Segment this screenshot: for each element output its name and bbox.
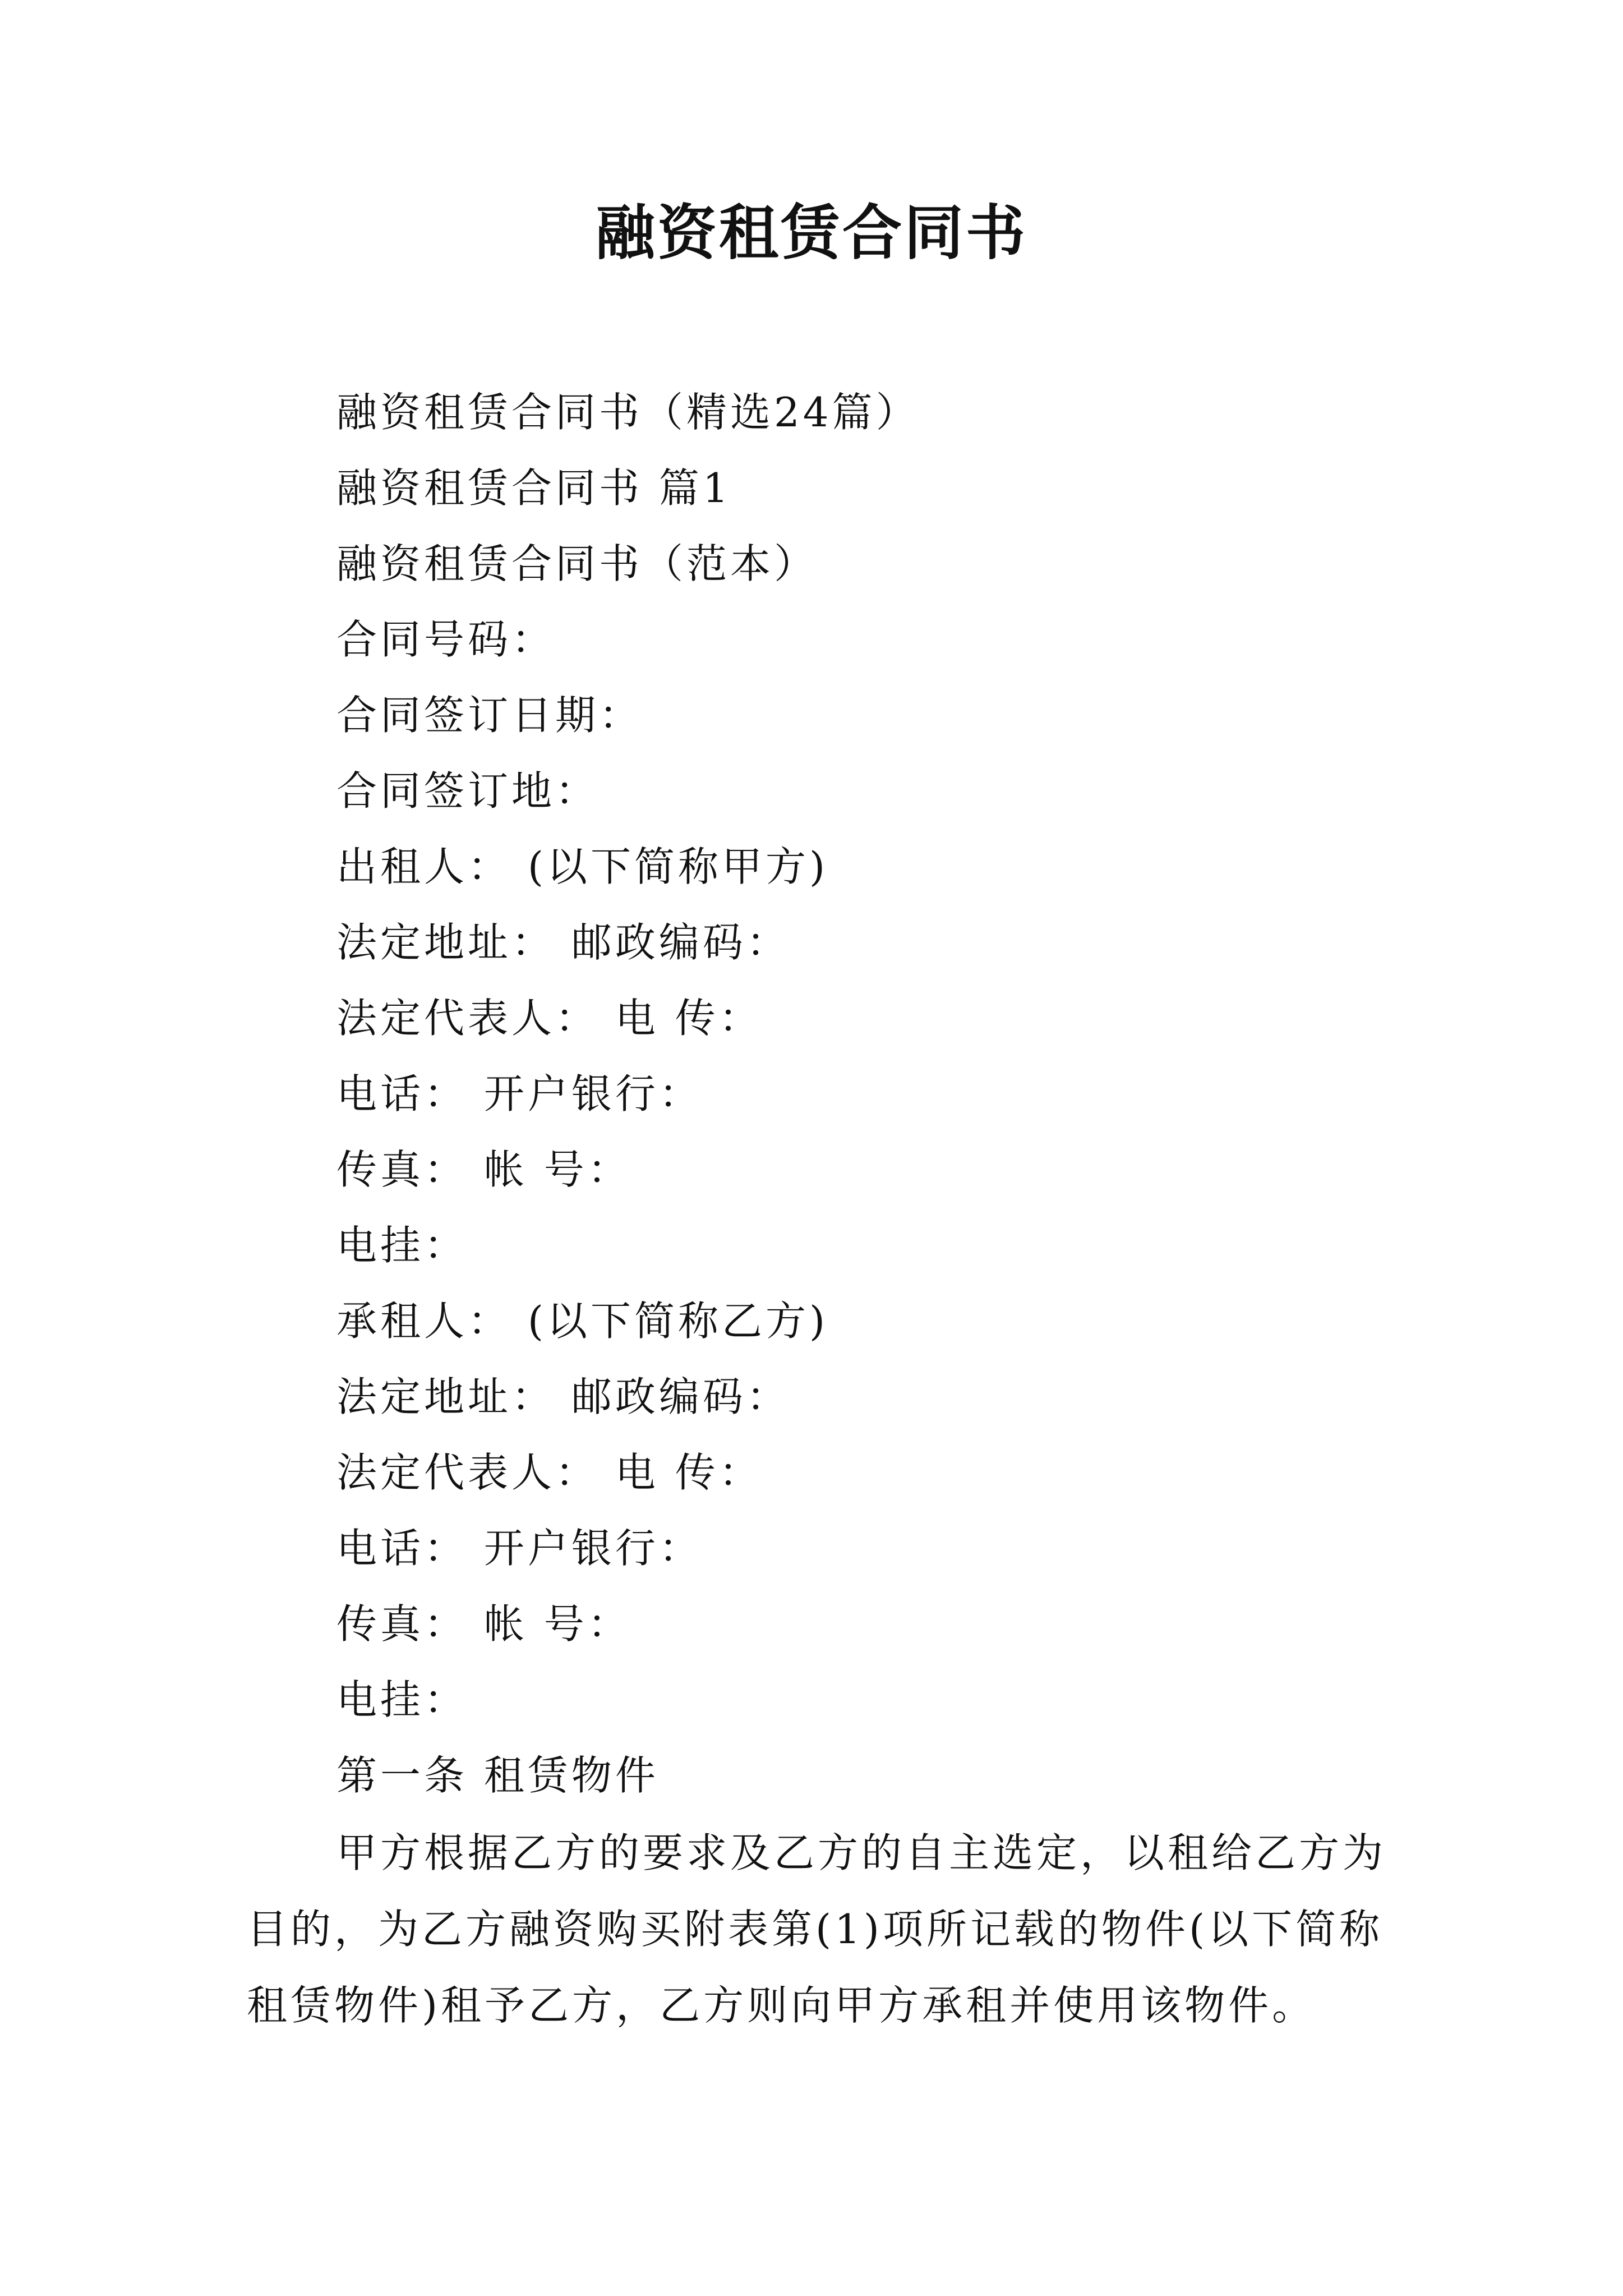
lessor-label: 出租人： (以下简称甲方) [336, 843, 829, 890]
lessor-phone-label: 电话： 开户银行： [336, 1070, 703, 1117]
signing-date-label: 合同签订日期： [336, 692, 643, 739]
section-heading: 融资租赁合同书 篇1 [336, 464, 732, 512]
lessor-address-label: 法定地址： 邮政编码： [336, 919, 790, 966]
lessor-cable-label: 电挂： [336, 1222, 468, 1269]
lessor-rep-label: 法定代表人： 电 传： [336, 995, 763, 1042]
lessee-label: 承租人： (以下简称乙方) [336, 1297, 829, 1345]
lessee-fax-label: 传真： 帐 号： [336, 1600, 631, 1648]
subtitle-line: 融资租赁合同书（精选24篇） [336, 389, 920, 436]
template-heading: 融资租赁合同书（范本） [336, 540, 818, 587]
lessee-rep-label: 法定代表人： 电 传： [336, 1449, 763, 1496]
contract-number-label: 合同号码： [336, 616, 556, 663]
lessee-phone-label: 电话： 开户银行： [336, 1525, 703, 1572]
lessee-cable-label: 电挂： [336, 1676, 468, 1723]
article-one-paragraph: 甲方根据乙方的要求及乙方的自主选定，以租给乙方为目的，为乙方融资购买附表第(1)项所记载的物件(以下简称租赁物件)租予乙方，乙方则向甲方承租并使用该物件。 [247, 1829, 1387, 2029]
document-title: 融资租赁合同书 [596, 197, 1027, 268]
signing-place-label: 合同签订地： [336, 767, 600, 815]
article-one-heading: 第一条 租赁物件 [336, 1752, 659, 1799]
lessee-address-label: 法定地址： 邮政编码： [336, 1373, 790, 1420]
lessor-fax-label: 传真： 帐 号： [336, 1146, 631, 1193]
